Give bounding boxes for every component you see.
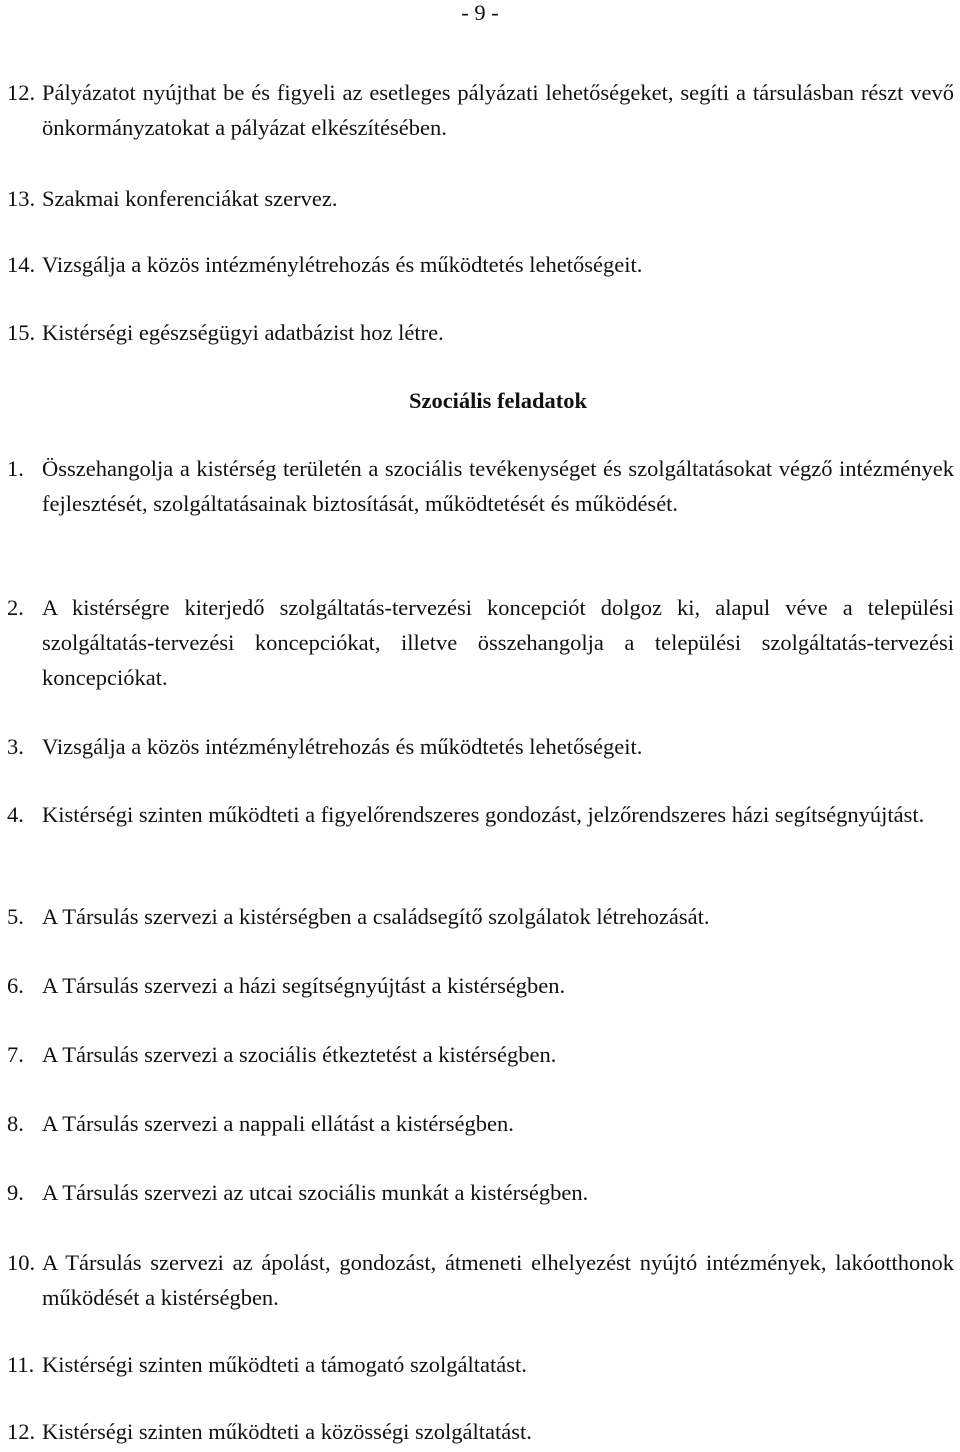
item-number: 6. — [7, 973, 24, 998]
item-text: Kistérségi szinten működteti a figyelőrendszeres gondozást, jelzőrendszeres házi segítségnyújtást. — [42, 802, 925, 827]
item-text: Pályázatot nyújthat be és figyeli az esetleges pályázati lehetőségeket, segíti a társulásban részt vevő önkormányzatokat a pályázat elkészítésében. — [42, 80, 954, 140]
item-number: 3. — [7, 734, 24, 759]
item-text: Kistérségi szinten működteti a támogató szolgáltatást. — [42, 1352, 527, 1377]
item-number: 12. — [7, 1419, 36, 1444]
item-text: A Társulás szervezi a szociális étkeztetést a kistérségben. — [42, 1042, 557, 1067]
item-number: 2. — [7, 595, 24, 620]
item-text: Vizsgálja a közös intézménylétrehozás és működtetés lehetőségeit. — [42, 252, 643, 277]
item-number: 15. — [7, 320, 36, 345]
item-text: A Társulás szervezi a kistérségben a családsegítő szolgálatok létrehozását. — [42, 904, 710, 929]
item-text: A kistérségre kiterjedő szolgáltatás-tervezési koncepciót dolgoz ki, alapul véve a települési szolgáltatás-tervezési koncepciókat, illetve összehangolja a települési szolgáltatás-tervezési koncepciókat. — [42, 595, 954, 690]
item-number: 14. — [7, 252, 36, 277]
item-text: Vizsgálja a közös intézménylétrehozás és működtetés lehetőségeit. — [42, 734, 643, 759]
section-heading: Szociális feladatok — [408, 388, 588, 413]
page-number: - 9 - — [461, 0, 499, 25]
item-number: 10. — [7, 1250, 36, 1275]
item-number: 11. — [7, 1352, 35, 1377]
item-text: Kistérségi szinten működteti a közösségi szolgáltatást. — [42, 1419, 532, 1444]
item-number: 13. — [7, 186, 36, 211]
item-text: A Társulás szervezi a nappali ellátást a kistérségben. — [42, 1111, 514, 1136]
item-number: 12. — [7, 80, 36, 105]
item-number: 5. — [7, 904, 24, 929]
item-number: 8. — [7, 1111, 24, 1136]
item-text: Kistérségi egészségügyi adatbázist hoz létre. — [42, 320, 444, 345]
item-number: 9. — [7, 1180, 24, 1205]
item-number: 4. — [7, 802, 24, 827]
item-text: Összehangolja a kistérség területén a szociális tevékenységet és szolgáltatásokat végző intézmények fejlesztését, szolgáltatásainak biztosítását, működtetését és működését. — [42, 456, 954, 516]
item-number: 7. — [7, 1042, 24, 1067]
item-text: A Társulás szervezi a házi segítségnyújtást a kistérségben. — [42, 973, 566, 998]
item-text: A Társulás szervezi az ápolást, gondozást, átmeneti elhelyezést nyújtó intézmények, lakóotthonok működését a kistérségben. — [42, 1250, 954, 1310]
item-text: Szakmai konferenciákat szervez. — [42, 186, 338, 211]
item-number: 1. — [7, 456, 24, 481]
item-text: A Társulás szervezi az utcai szociális munkát a kistérségben. — [42, 1180, 589, 1205]
